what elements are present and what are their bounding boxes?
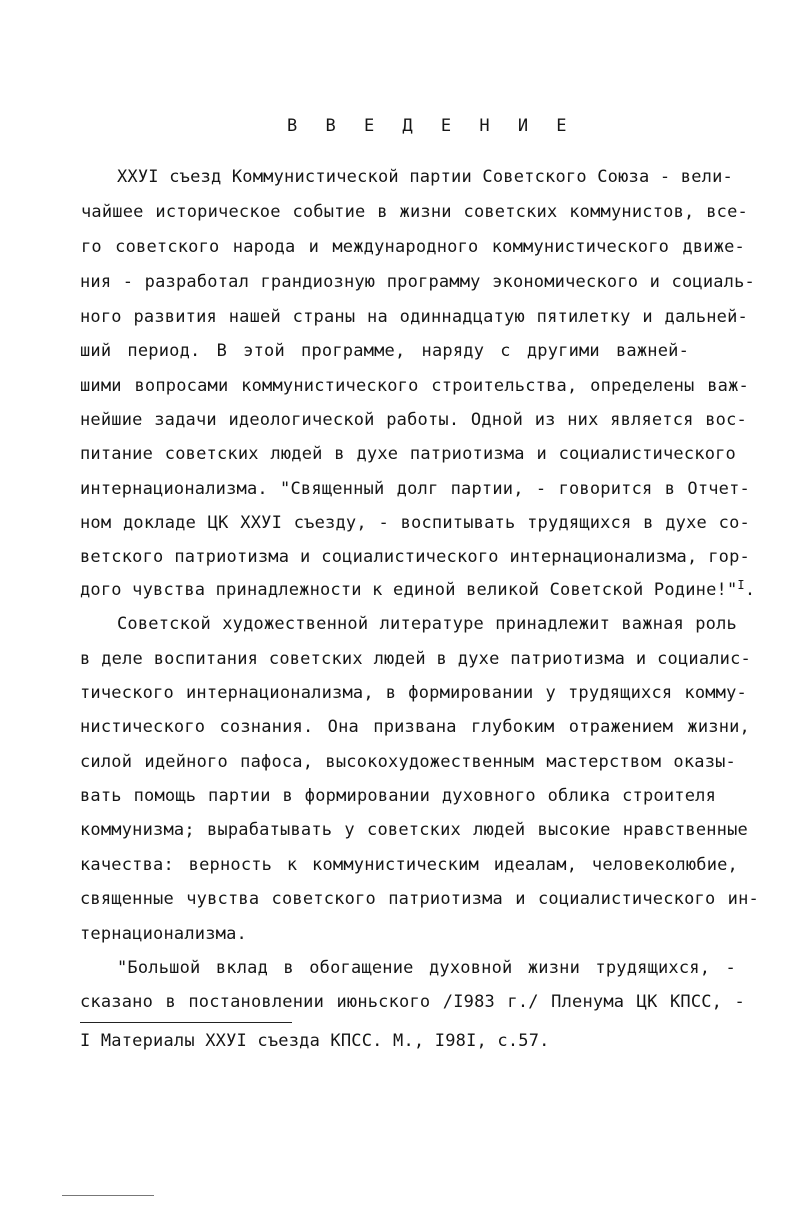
text-line: питание советских людей в духе патриотизма и социалистического: [80, 444, 736, 464]
text-line: силой идейного пафоса, высокохудожественным мастерством оказы-: [80, 752, 736, 772]
text-line: шими вопросами коммунистического строительства, определены важ-: [80, 376, 749, 396]
page-title: В В Е Д Е Н И Е: [287, 116, 576, 136]
text-line: Советской художественной литературе принадлежит важная роль: [117, 614, 737, 634]
text-line: интернационализма. "Священный долг партии, - говорится в Отчет-: [80, 479, 750, 499]
footnote-marker: I: [737, 578, 745, 592]
text-line: дого чувства принадлежности к единой великой Советской Родине!"$^I$.: [80, 578, 756, 600]
text-line: ния - разработал грандиозную программу экономического и социаль-: [80, 272, 755, 292]
text-line: священные чувства советского патриотизма и социалистического ин-: [80, 889, 759, 909]
text-line: тического интернационализма, в формировании у трудящихся комму-: [80, 683, 747, 703]
text-line: ветского патриотизма и социалистического интернационализма, гор-: [80, 547, 750, 567]
footnote-text: I Материалы ХХУI съезда КПСС. М., I98I, с.57.: [80, 1031, 550, 1051]
text-line: вать помощь партии в формировании духовного облика строителя: [80, 786, 716, 806]
text-line: ший период. В этой программе, наряду с другими важней-: [80, 341, 690, 361]
text-line: тернационализма.: [80, 924, 247, 944]
text-line: качества: верность к коммунистическим идеалам, человеколюбие,: [80, 855, 738, 875]
footnote-marker-suffix: .: [744, 580, 756, 600]
text-line: сказано в постановлении июньского /I983 г./ Пленума ЦК КПСС, -: [80, 992, 745, 1012]
text-line: го советского народа и международного коммунистического движе-: [81, 237, 745, 257]
text-line: "Большой вклад в обогащение духовной жизни трудящихся, -: [117, 958, 736, 978]
text-line: в деле воспитания советских людей в духе патриотизма и социалис-: [80, 649, 751, 669]
text-line: нейшие задачи идеологической работы. Одной из них является вос-: [80, 410, 747, 430]
text-line: нистического сознания. Она призвана глубоким отражением жизни,: [80, 717, 750, 737]
text-line: коммунизма; вырабатывать у советских людей высокие нравственные: [80, 820, 748, 840]
text-line: ном докладе ЦК ХХУI съезду, - воспитывать трудящихся в духе со-: [80, 513, 750, 533]
footnote-separator: [80, 1022, 292, 1023]
text-line: ХХУI съезд Коммунистической партии Советского Союза - вели-: [117, 167, 733, 187]
bottom-rule: [62, 1195, 154, 1196]
text-line: чайшее историческое событие в жизни советских коммунистов, все-: [81, 202, 748, 222]
text-line: ного развития нашей страны на одиннадцатую пятилетку и дальней-: [80, 307, 748, 327]
